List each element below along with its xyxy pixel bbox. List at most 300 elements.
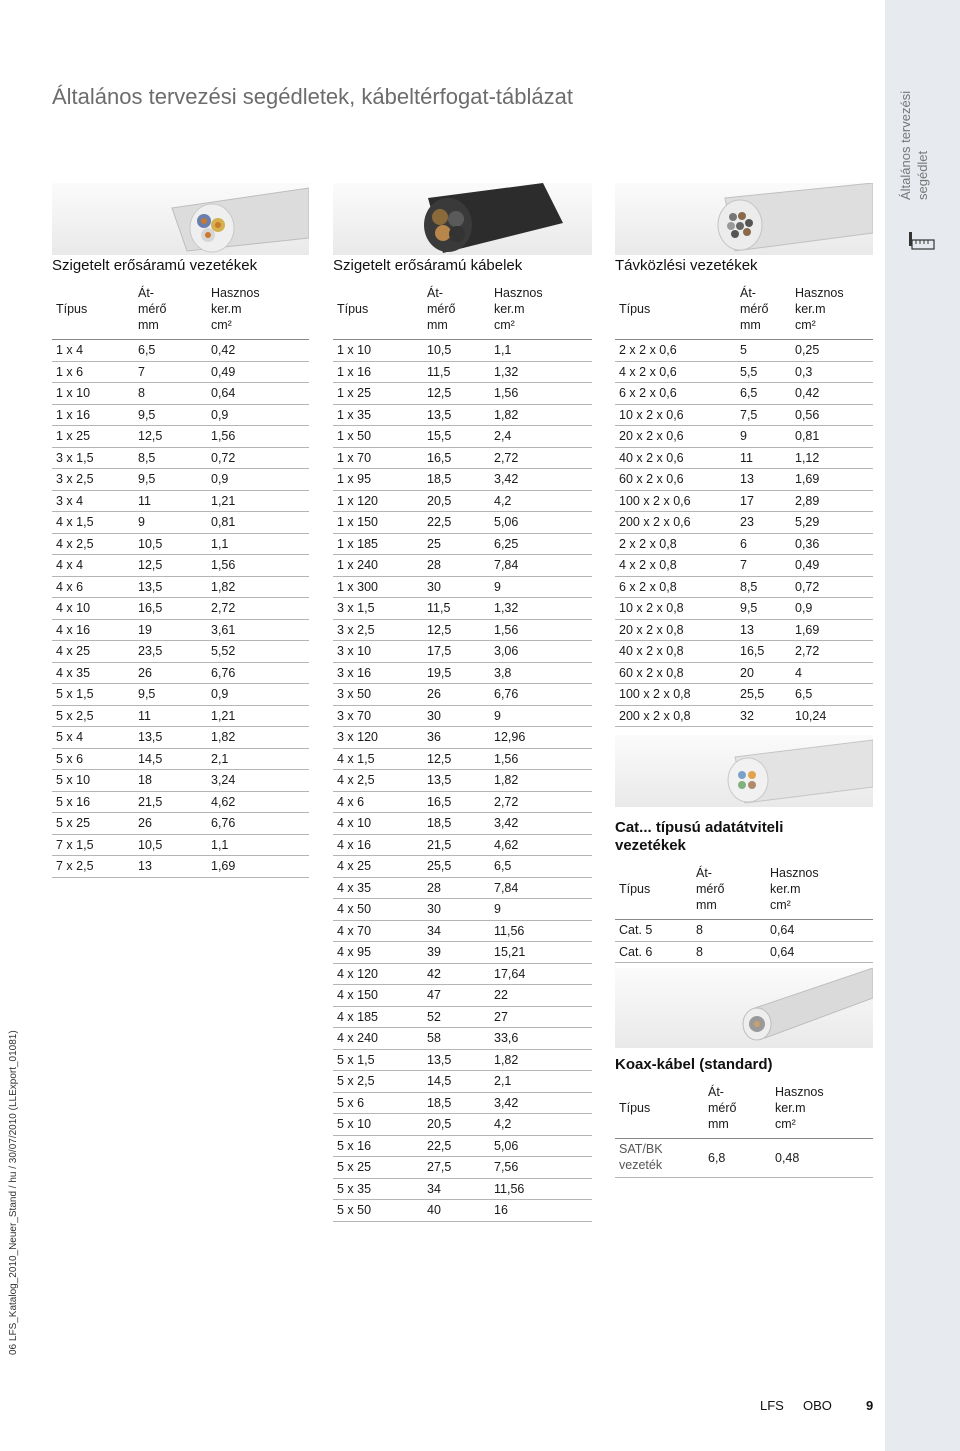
cell-usable-area: 0,64	[207, 383, 309, 405]
table-row	[52, 404, 309, 426]
cell-usable-area: 4,62	[207, 791, 309, 813]
table-row	[52, 641, 309, 663]
cell-usable-area: 1,1	[490, 340, 592, 362]
cable-photo-data-cable	[615, 735, 873, 807]
cell-type: 1 x 50	[333, 426, 423, 448]
table-row	[52, 426, 309, 448]
table-row	[615, 426, 873, 448]
cell-usable-area: 1,32	[490, 361, 592, 383]
cell-type: 5 x 10	[52, 770, 134, 792]
cell-diameter: 16,5	[423, 447, 490, 469]
side-tab-bar	[885, 0, 960, 1451]
cell-type: 4 x 50	[333, 899, 423, 921]
cell-usable-area: 0,9	[791, 598, 873, 620]
table-row	[52, 598, 309, 620]
cell-diameter: 11,5	[423, 598, 490, 620]
cell-diameter: 19	[134, 619, 207, 641]
side-tab-label: Általános tervezési segédlet	[898, 90, 930, 200]
cell-diameter: 9,5	[134, 404, 207, 426]
cell-usable-area: 0,36	[791, 533, 873, 555]
cell-usable-area: 1,69	[791, 619, 873, 641]
cell-diameter: 7,5	[736, 404, 791, 426]
col-header-type: Típus	[615, 1080, 704, 1139]
cell-diameter: 13,5	[134, 576, 207, 598]
cell-usable-area: 6,5	[490, 856, 592, 878]
cell-diameter: 20,5	[423, 1114, 490, 1136]
cell-type: Cat. 5	[615, 920, 692, 942]
table-row	[333, 1006, 592, 1028]
cell-diameter: 8	[692, 941, 766, 963]
cell-type: 1 x 16	[333, 361, 423, 383]
table-row	[52, 705, 309, 727]
cell-type: 5 x 25	[333, 1157, 423, 1179]
cell-type: 2 x 2 x 0,8	[615, 533, 736, 555]
cell-type: 7 x 2,5	[52, 856, 134, 878]
cell-diameter: 9	[134, 512, 207, 534]
cell-type: 4 x 150	[333, 985, 423, 1007]
col-header-usable-area: Hasznos ker.m cm²	[207, 281, 309, 340]
cell-diameter: 9,5	[134, 469, 207, 491]
table-row	[615, 619, 873, 641]
cell-type: 4 x 2,5	[333, 770, 423, 792]
cell-diameter: 8,5	[736, 576, 791, 598]
col-header-usable-area: Hasznos ker.m cm²	[791, 281, 873, 340]
cell-usable-area: 4,2	[490, 1114, 592, 1136]
cell-usable-area: 9	[490, 899, 592, 921]
table-row	[333, 942, 592, 964]
col-header-usable-area: Hasznos ker.m cm²	[490, 281, 592, 340]
section-data-cables	[615, 819, 873, 963]
cell-usable-area: 0,64	[766, 920, 873, 942]
cell-usable-area: 3,42	[490, 813, 592, 835]
cell-diameter: 13,5	[423, 404, 490, 426]
cell-diameter: 47	[423, 985, 490, 1007]
cell-usable-area: 10,24	[791, 705, 873, 727]
cell-diameter: 12,5	[134, 555, 207, 577]
cell-diameter: 34	[423, 920, 490, 942]
cell-usable-area: 2,72	[791, 641, 873, 663]
cell-type: 200 x 2 x 0,8	[615, 705, 736, 727]
section-power-cables	[333, 257, 592, 1222]
cell-diameter: 58	[423, 1028, 490, 1050]
cell-diameter: 25,5	[736, 684, 791, 706]
cell-type: 60 x 2 x 0,8	[615, 662, 736, 684]
cell-type: 5 x 25	[52, 813, 134, 835]
cell-usable-area: 0,9	[207, 684, 309, 706]
cell-type: 4 x 70	[333, 920, 423, 942]
cell-usable-area: 0,42	[791, 383, 873, 405]
section-coax-cable	[615, 1056, 873, 1178]
cell-diameter: 7	[134, 361, 207, 383]
cell-diameter: 17	[736, 490, 791, 512]
ruler-icon	[909, 232, 935, 250]
cell-type: 60 x 2 x 0,6	[615, 469, 736, 491]
col-header-type: Típus	[615, 281, 736, 340]
cell-type: 5 x 4	[52, 727, 134, 749]
cell-type: 4 x 16	[333, 834, 423, 856]
cell-type: 4 x 6	[333, 791, 423, 813]
table-row	[52, 813, 309, 835]
cell-usable-area: 22	[490, 985, 592, 1007]
cell-type: 1 x 16	[52, 404, 134, 426]
table-row	[52, 791, 309, 813]
cell-diameter: 21,5	[423, 834, 490, 856]
table-row	[615, 598, 873, 620]
cell-diameter: 13	[736, 469, 791, 491]
table-row	[615, 469, 873, 491]
cell-diameter: 13	[736, 619, 791, 641]
cell-diameter: 11	[134, 490, 207, 512]
cell-type: 3 x 50	[333, 684, 423, 706]
cell-type: 40 x 2 x 0,8	[615, 641, 736, 663]
col-header-diameter: Át- mérő mm	[423, 281, 490, 340]
cell-type: 1 x 185	[333, 533, 423, 555]
cell-usable-area: 6,76	[207, 813, 309, 835]
cell-diameter: 13,5	[423, 1049, 490, 1071]
cell-diameter: 19,5	[423, 662, 490, 684]
section-title: Cat... típusú adatátviteli vezetékek	[615, 819, 784, 854]
table-power-cables	[333, 281, 592, 1222]
cell-diameter: 14,5	[423, 1071, 490, 1093]
cell-usable-area: 7,84	[490, 877, 592, 899]
cell-usable-area: 2,72	[490, 447, 592, 469]
table-row	[333, 1028, 592, 1050]
cell-type: 5 x 6	[333, 1092, 423, 1114]
cell-type: 1 x 10	[333, 340, 423, 362]
cell-type: 40 x 2 x 0,6	[615, 447, 736, 469]
table-row	[615, 641, 873, 663]
cell-type: 20 x 2 x 0,6	[615, 426, 736, 448]
cell-type: 4 x 185	[333, 1006, 423, 1028]
cell-usable-area: 0,25	[791, 340, 873, 362]
table-row	[52, 383, 309, 405]
cell-type: 1 x 6	[52, 361, 134, 383]
cell-diameter: 26	[423, 684, 490, 706]
col-header-usable-area: Hasznos ker.m cm²	[771, 1080, 873, 1139]
table-row	[615, 941, 873, 963]
cell-type: 4 x 10	[333, 813, 423, 835]
table-row	[615, 404, 873, 426]
cell-type: 200 x 2 x 0,6	[615, 512, 736, 534]
cell-usable-area: 5,06	[490, 1135, 592, 1157]
cell-usable-area: 3,61	[207, 619, 309, 641]
cell-diameter: 5	[736, 340, 791, 362]
cell-usable-area: 7,56	[490, 1157, 592, 1179]
cell-diameter: 10,5	[134, 834, 207, 856]
table-row	[333, 555, 592, 577]
brand-obo: OBO	[803, 1398, 832, 1413]
cell-usable-area: 0,49	[207, 361, 309, 383]
cell-diameter: 13,5	[134, 727, 207, 749]
col-header-usable-area: Hasznos ker.m cm²	[766, 861, 873, 920]
cell-diameter: 26	[134, 813, 207, 835]
section-telecom-wires	[615, 257, 873, 727]
table-row	[333, 340, 592, 362]
cell-usable-area: 1,21	[207, 705, 309, 727]
cell-diameter: 25,5	[423, 856, 490, 878]
table-row	[52, 856, 309, 878]
cell-type: 5 x 35	[333, 1178, 423, 1200]
cell-type: 4 x 10	[52, 598, 134, 620]
cell-type: 1 x 25	[333, 383, 423, 405]
table-row	[52, 490, 309, 512]
cell-diameter: 13,5	[423, 770, 490, 792]
cell-usable-area: 1,1	[207, 834, 309, 856]
cell-diameter: 8	[692, 920, 766, 942]
cell-usable-area: 5,52	[207, 641, 309, 663]
cell-diameter: 36	[423, 727, 490, 749]
cell-usable-area: 0,72	[207, 447, 309, 469]
cell-usable-area: 0,48	[771, 1139, 873, 1178]
cell-diameter: 18,5	[423, 813, 490, 835]
table-row	[333, 684, 592, 706]
cell-type: 5 x 2,5	[333, 1071, 423, 1093]
cell-usable-area: 1,21	[207, 490, 309, 512]
cell-type: 1 x 240	[333, 555, 423, 577]
cell-usable-area: 2,72	[207, 598, 309, 620]
cell-usable-area: 33,6	[490, 1028, 592, 1050]
cell-diameter: 52	[423, 1006, 490, 1028]
cell-type: 4 x 1,5	[333, 748, 423, 770]
cell-usable-area: 6,25	[490, 533, 592, 555]
cell-type: 1 x 70	[333, 447, 423, 469]
section-installation-wires	[52, 257, 309, 878]
table-row	[333, 791, 592, 813]
cell-type: 100 x 2 x 0,8	[615, 684, 736, 706]
table-row	[615, 490, 873, 512]
table-row	[333, 770, 592, 792]
table-row	[333, 1157, 592, 1179]
table-row	[615, 447, 873, 469]
cell-usable-area: 12,96	[490, 727, 592, 749]
cell-type: 1 x 300	[333, 576, 423, 598]
table-row	[52, 447, 309, 469]
table-row	[333, 705, 592, 727]
table-row	[333, 469, 592, 491]
cell-usable-area: 2,72	[490, 791, 592, 813]
cell-type: 4 x 6	[52, 576, 134, 598]
cell-usable-area: 3,42	[490, 469, 592, 491]
cell-usable-area: 27	[490, 1006, 592, 1028]
cell-diameter: 32	[736, 705, 791, 727]
cell-type: 4 x 120	[333, 963, 423, 985]
cell-type: 5 x 1,5	[333, 1049, 423, 1071]
table-row	[615, 920, 873, 942]
cell-diameter: 28	[423, 877, 490, 899]
cable-photo-coax	[615, 968, 873, 1048]
cell-type: 4 x 2 x 0,6	[615, 361, 736, 383]
cell-diameter: 30	[423, 705, 490, 727]
cell-diameter: 25	[423, 533, 490, 555]
table-row	[52, 748, 309, 770]
cell-usable-area: 4,62	[490, 834, 592, 856]
cell-usable-area: 0,56	[791, 404, 873, 426]
cell-usable-area: 9	[490, 576, 592, 598]
cell-usable-area: 3,8	[490, 662, 592, 684]
table-row	[333, 598, 592, 620]
cell-diameter: 30	[423, 899, 490, 921]
cell-usable-area: 0,9	[207, 404, 309, 426]
table-row	[52, 727, 309, 749]
cell-diameter: 9	[736, 426, 791, 448]
cell-usable-area: 0,64	[766, 941, 873, 963]
cell-usable-area: 16	[490, 1200, 592, 1222]
cell-type: 4 x 95	[333, 942, 423, 964]
cell-diameter: 7	[736, 555, 791, 577]
table-row	[333, 404, 592, 426]
table-row	[52, 512, 309, 534]
table-row	[52, 533, 309, 555]
cell-diameter: 12,5	[134, 426, 207, 448]
cell-type: 3 x 16	[333, 662, 423, 684]
cell-diameter: 6,5	[134, 340, 207, 362]
cell-diameter: 14,5	[134, 748, 207, 770]
col-header-diameter: Át- mérő mm	[736, 281, 791, 340]
cell-usable-area: 9	[490, 705, 592, 727]
cell-type: 20 x 2 x 0,8	[615, 619, 736, 641]
cell-diameter: 23,5	[134, 641, 207, 663]
cell-diameter: 10,5	[134, 533, 207, 555]
cell-usable-area: 1,56	[207, 426, 309, 448]
cell-type: 1 x 95	[333, 469, 423, 491]
cell-diameter: 39	[423, 942, 490, 964]
table-row	[333, 727, 592, 749]
cell-type: 4 x 2,5	[52, 533, 134, 555]
cell-usable-area: 1,82	[207, 727, 309, 749]
cell-usable-area: 1,82	[207, 576, 309, 598]
cell-type: 5 x 1,5	[52, 684, 134, 706]
cell-type: 3 x 2,5	[333, 619, 423, 641]
cell-diameter: 26	[134, 662, 207, 684]
cell-usable-area: 2,1	[490, 1071, 592, 1093]
cell-usable-area: 0,49	[791, 555, 873, 577]
cell-usable-area: 17,64	[490, 963, 592, 985]
table-row	[615, 533, 873, 555]
table-row	[615, 1139, 873, 1178]
cell-usable-area: 6,76	[207, 662, 309, 684]
table-row	[333, 834, 592, 856]
cell-usable-area: 5,06	[490, 512, 592, 534]
document-id: 06 LFS_Katalog_2010_Neuer_Stand / hu / 30/07/2010 (LLExport_01081)	[8, 1030, 19, 1355]
cell-usable-area: 1,69	[207, 856, 309, 878]
cell-type: 3 x 4	[52, 490, 134, 512]
cell-diameter: 15,5	[423, 426, 490, 448]
cell-usable-area: 7,84	[490, 555, 592, 577]
cell-type: Cat. 6	[615, 941, 692, 963]
table-row	[333, 1071, 592, 1093]
table-row	[333, 641, 592, 663]
col-header-type: Típus	[615, 861, 692, 920]
table-row	[333, 447, 592, 469]
table-row	[333, 533, 592, 555]
table-row	[333, 512, 592, 534]
section-title: Koax-kábel (standard)	[615, 1056, 773, 1073]
cell-type: 1 x 4	[52, 340, 134, 362]
table-row	[333, 576, 592, 598]
cell-usable-area: 1,69	[791, 469, 873, 491]
cell-usable-area: 0,9	[207, 469, 309, 491]
cell-diameter: 42	[423, 963, 490, 985]
cell-type: 3 x 2,5	[52, 469, 134, 491]
cell-usable-area: 11,56	[490, 920, 592, 942]
cell-usable-area: 1,82	[490, 770, 592, 792]
cell-diameter: 23	[736, 512, 791, 534]
cell-usable-area: 4,2	[490, 490, 592, 512]
cell-usable-area: 3,42	[490, 1092, 592, 1114]
cell-usable-area: 1,82	[490, 1049, 592, 1071]
table-installation-wires	[52, 281, 309, 878]
cell-type: 5 x 16	[333, 1135, 423, 1157]
cell-usable-area: 1,56	[207, 555, 309, 577]
cell-type: 3 x 10	[333, 641, 423, 663]
table-row	[615, 361, 873, 383]
cell-type: 3 x 70	[333, 705, 423, 727]
cell-diameter: 12,5	[423, 619, 490, 641]
cell-diameter: 11,5	[423, 361, 490, 383]
cell-usable-area: 2,89	[791, 490, 873, 512]
cell-usable-area: 6,76	[490, 684, 592, 706]
cell-type: 3 x 120	[333, 727, 423, 749]
col-header-diameter: Át- mérő mm	[704, 1080, 771, 1139]
cell-type: 4 x 4	[52, 555, 134, 577]
cell-type: 5 x 6	[52, 748, 134, 770]
cell-type: 1 x 150	[333, 512, 423, 534]
table-row	[52, 361, 309, 383]
cell-diameter: 28	[423, 555, 490, 577]
table-row	[52, 662, 309, 684]
cell-type: 1 x 35	[333, 404, 423, 426]
cell-usable-area: 11,56	[490, 1178, 592, 1200]
cell-usable-area: 0,3	[791, 361, 873, 383]
cell-type: 4 x 25	[333, 856, 423, 878]
table-row	[615, 576, 873, 598]
table-row	[333, 985, 592, 1007]
table-row	[333, 813, 592, 835]
cell-diameter: 6,8	[704, 1139, 771, 1178]
table-row	[52, 619, 309, 641]
table-row	[615, 512, 873, 534]
cell-diameter: 16,5	[736, 641, 791, 663]
table-row	[615, 340, 873, 362]
cell-diameter: 27,5	[423, 1157, 490, 1179]
table-row	[333, 490, 592, 512]
cell-usable-area: 3,24	[207, 770, 309, 792]
cell-diameter: 40	[423, 1200, 490, 1222]
cell-type: 1 x 120	[333, 490, 423, 512]
cell-type: 3 x 1,5	[333, 598, 423, 620]
cell-diameter: 22,5	[423, 1135, 490, 1157]
cell-diameter: 13	[134, 856, 207, 878]
table-row	[615, 555, 873, 577]
col-header-diameter: Át- mérő mm	[134, 281, 207, 340]
table-row	[333, 1200, 592, 1222]
table-row	[615, 684, 873, 706]
table-row	[52, 469, 309, 491]
cell-type: SAT/BK vezeték	[615, 1139, 704, 1178]
cell-usable-area: 1,56	[490, 383, 592, 405]
cell-usable-area: 15,21	[490, 942, 592, 964]
cell-usable-area: 5,29	[791, 512, 873, 534]
cell-diameter: 6,5	[736, 383, 791, 405]
table-row	[333, 877, 592, 899]
cell-type: 5 x 10	[333, 1114, 423, 1136]
cell-usable-area: 1,12	[791, 447, 873, 469]
cell-diameter: 30	[423, 576, 490, 598]
cell-usable-area: 1,32	[490, 598, 592, 620]
table-row	[52, 555, 309, 577]
cell-type: 5 x 2,5	[52, 705, 134, 727]
cell-usable-area: 2,1	[207, 748, 309, 770]
